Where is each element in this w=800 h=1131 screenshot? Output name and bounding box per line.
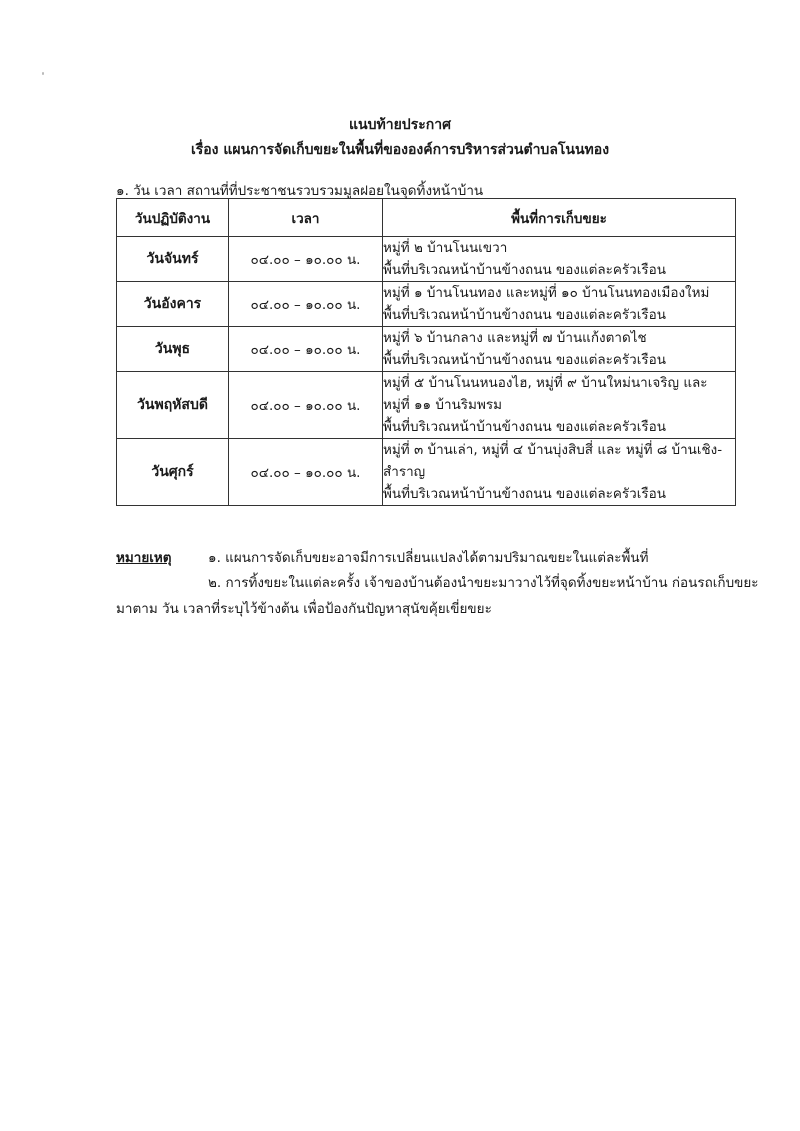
table-header-row	[117, 199, 736, 237]
note-item-2-continued: มาตาม วัน เวลาที่ระบุไว้ข้างต้น เพื่อป้องกันปัญหาสุนัขคุ้ยเขี่ยขยะ	[116, 601, 492, 617]
notes-label: หมายเหตุ	[116, 550, 172, 566]
row-time: ๐๔.๐๐ – ๑๐.๐๐ น.	[229, 327, 383, 372]
schedule-table	[116, 198, 736, 506]
row-day: วันพุธ	[117, 327, 229, 372]
header-time: เวลา	[229, 199, 383, 237]
table-row	[117, 439, 736, 506]
table-row	[117, 372, 736, 439]
row-time: ๐๔.๐๐ – ๑๐.๐๐ น.	[229, 372, 383, 439]
row-area	[383, 237, 736, 282]
row-time: ๐๔.๐๐ – ๑๐.๐๐ น.	[229, 237, 383, 282]
row-area	[383, 327, 736, 372]
scan-speck	[42, 72, 44, 75]
document-subject: เรื่อง แผนการจัดเก็บขยะในพื้นที่ขององค์การบริหารส่วนตำบลโนนทอง	[190, 142, 610, 158]
header-area: พื้นที่การเก็บขยะ	[383, 199, 736, 237]
area-line: พื้นที่บริเวณหน้าบ้านข้างถนน ของแต่ละครัวเรือน	[383, 262, 666, 278]
area-line: หมู่ที่ ๖ บ้านกลาง และหมู่ที่ ๗ บ้านแก้งตาดไช	[383, 330, 647, 346]
area-line: หมู่ที่ ๒ บ้านโนนเขวา	[383, 240, 508, 256]
area-line: หมู่ที่ ๑ บ้านโนนทอง และหมู่ที่ ๑๐ บ้านโนนทองเมืองใหม่	[383, 285, 710, 301]
area-line: หมู่ที่ ๑๑ บ้านริมพรม	[383, 397, 502, 413]
area-line: สำราญ	[383, 464, 426, 480]
table-row	[117, 237, 736, 282]
note-item-1: ๑. แผนการจัดเก็บขยะอาจมีการเปลี่ยนแปลงได้ตามปริมาณขยะในแต่ละพื้นที่	[208, 550, 649, 566]
area-line: พื้นที่บริเวณหน้าบ้านข้างถนน ของแต่ละครัวเรือน	[383, 419, 666, 435]
area-line: พื้นที่บริเวณหน้าบ้านข้างถนน ของแต่ละครัวเรือน	[383, 307, 666, 323]
header-day: วันปฏิบัติงาน	[117, 199, 229, 237]
row-day: วันพฤหัสบดี	[117, 372, 229, 439]
area-line: หมู่ที่ ๕ บ้านโนนหนองไฮ, หมู่ที่ ๙ บ้านใหม่นาเจริญ และ	[383, 375, 708, 391]
row-time: ๐๔.๐๐ – ๑๐.๐๐ น.	[229, 282, 383, 327]
row-day: วันศุกร์	[117, 439, 229, 506]
area-line: พื้นที่บริเวณหน้าบ้านข้างถนน ของแต่ละครัวเรือน	[383, 352, 666, 368]
row-day: วันอังคาร	[117, 282, 229, 327]
section-heading: ๑. วัน เวลา สถานที่ที่ประชาชนรวบรวมมูลฝอยในจุดทิ้งหน้าบ้าน	[116, 183, 484, 199]
row-time: ๐๔.๐๐ – ๑๐.๐๐ น.	[229, 439, 383, 506]
table-row	[117, 282, 736, 327]
table-row	[117, 327, 736, 372]
area-line: พื้นที่บริเวณหน้าบ้านข้างถนน ของแต่ละครัวเรือน	[383, 486, 666, 502]
note-item-2: ๒. การทิ้งขยะในแต่ละครั้ง เจ้าของบ้านต้องนำขยะมาวางไว้ที่จุดทิ้งขยะหน้าบ้าน ก่อนรถเก็บขยะ	[208, 575, 759, 591]
row-area	[383, 282, 736, 327]
row-day: วันจันทร์	[117, 237, 229, 282]
area-line: หมู่ที่ ๓ บ้านเล่า, หมู่ที่ ๔ บ้านบุ่งสิบสี่ และ หมู่ที่ ๘ บ้านเชิง-	[383, 442, 723, 458]
row-area	[383, 439, 736, 506]
document-title: แนบท้ายประกาศ	[349, 117, 451, 133]
row-area	[383, 372, 736, 439]
